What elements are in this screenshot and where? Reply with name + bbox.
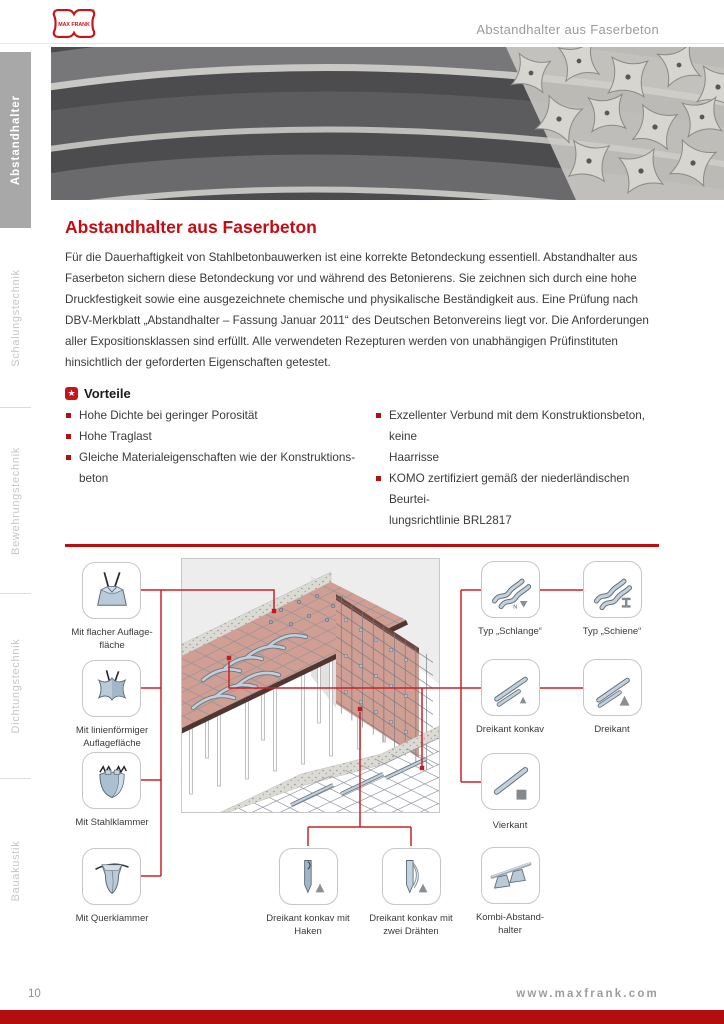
benefits-list-right — [375, 405, 659, 531]
card-dreikant-konkav-haken — [279, 848, 338, 905]
spacer-flat-support-icon — [90, 569, 134, 613]
benefits-title: Vorteile — [84, 386, 131, 401]
dreikant-konkav-haken-icon — [287, 855, 331, 899]
benefits-list-left — [65, 405, 375, 489]
section-divider-red — [65, 544, 659, 547]
type-schlange-icon — [489, 568, 533, 612]
sidebar-item-label: Abstandhalter — [9, 94, 22, 186]
svg-text:N: N — [512, 604, 517, 611]
intro-paragraph: Für die Dauerhaftigkeit von Stahlbetonbauwerken ist eine korrekte Betondeckung essentiell. Abstandhalter aus Faserbeton sichern diese Betondeckung vor und während des Betonierens. Sie zeichnen sich durch eine hohe Druckfestigkeit sowie eine ausgezeichnete chemische und physikalische Beständigkeit aus. Eine Prüfung nach DBV-Merkblatt „Abstandhalter – Fassung Januar 2011“ des Deutschen Betonvereins liegt vor. Die Anforderungen aller Expositionsklassen sind erfüllt. Alle verwendeten Rezepturen werden von unabhängigen Prüfinstituten hinsichtlich der geforderten Eigenschaften getestet. — [65, 251, 649, 369]
type-schiene-icon — [591, 568, 635, 612]
benefit-item: KOMO zertifiziert gemäß der niederländischen Beurtei- lungsrichtlinie BRL2817 — [375, 468, 659, 531]
max-frank-logo — [51, 8, 97, 44]
kombi-abstandhalter-icon — [489, 854, 533, 898]
dreikant-icon — [591, 666, 635, 710]
benefit-item: Hohe Traglast — [65, 426, 375, 447]
spacer-linear-support-icon — [90, 667, 134, 711]
spacer-cross-clamp-icon — [90, 855, 134, 899]
website-link[interactable]: www.maxfrank.com — [516, 988, 659, 1000]
sidebar-item-label: Bewehrungstechnik — [9, 446, 22, 555]
star-icon: ★ — [65, 387, 78, 400]
card-label: Typ „Schiene“ — [582, 626, 642, 637]
sidebar-item-label: Bauakustik — [9, 840, 22, 901]
card-label: Mit Stahlklammer — [75, 817, 149, 828]
card-label: Mit Querklammer — [75, 913, 149, 924]
card-typ-schlange — [481, 561, 540, 618]
card-label: Dreikant konkav mit Haken — [266, 913, 350, 937]
benefit-item: Gleiche Materialeigenschaften wie der Konstruktions- beton — [65, 447, 375, 489]
svg-text:®: ® — [92, 8, 96, 14]
dreikant-konkav-icon — [489, 666, 533, 710]
vierkant-icon — [489, 760, 533, 804]
sidebar-item-dichtungstechnik[interactable] — [0, 594, 31, 778]
svg-text:MAX FRANK: MAX FRANK — [58, 21, 90, 28]
card-dreikant-konkav — [481, 659, 540, 716]
card-cross-clamp-spacer — [82, 848, 141, 905]
page-number: 10 — [28, 988, 41, 1000]
footer-red-bar — [0, 1010, 724, 1024]
construction-site-illustration — [181, 558, 440, 818]
benefit-item: Exzellenter Verbund mit dem Konstruktionsbeton, keine Haarrisse — [375, 405, 659, 468]
page-title: Abstandhalter aus Faserbeton — [65, 217, 317, 237]
benefit-item: Hohe Dichte bei geringer Porosität — [65, 405, 375, 426]
main-content — [65, 217, 659, 547]
card-flat-support-spacer — [82, 562, 141, 619]
card-label: Typ „Schlange“ — [478, 626, 542, 637]
card-label: Mit linienförmiger Auflagefläche — [75, 725, 149, 749]
card-dreikant-konkav-draehte — [382, 848, 441, 905]
dreikant-konkav-draehte-icon — [390, 855, 434, 899]
sidebar-item-bewehrungstechnik[interactable] — [0, 408, 31, 593]
benefits-columns — [65, 405, 659, 531]
card-linear-support-spacer — [82, 660, 141, 717]
card-label: Dreikant konkav mit zwei Drähten — [369, 913, 453, 937]
card-label: Dreikant — [594, 724, 630, 735]
card-vierkant — [481, 753, 540, 810]
hero-photo-fiber-concrete-spacers — [51, 47, 724, 205]
card-label: Vierkant — [492, 820, 528, 831]
max-frank-logo-icon — [51, 8, 97, 39]
card-label: Mit flacher Auflage- fläche — [71, 627, 153, 651]
sidebar-item-bauakustik[interactable] — [0, 779, 31, 962]
page-header — [0, 0, 724, 44]
header-chapter-title: Abstandhalter aus Faserbeton — [476, 22, 659, 37]
card-dreikant — [583, 659, 642, 716]
card-steel-clamp-spacer — [82, 752, 141, 809]
sidebar-item-label: Dichtungstechnik — [9, 638, 22, 734]
card-label: Kombi-Abstand- halter — [475, 912, 545, 936]
card-typ-schiene — [583, 561, 642, 618]
card-label: Dreikant konkav — [475, 724, 545, 735]
sidebar-item-schalungstechnik[interactable] — [0, 228, 31, 407]
card-kombi-abstandhalter — [481, 847, 540, 904]
spacer-steel-clamp-icon — [90, 759, 134, 803]
sidebar-item-label: Schalungstechnik — [9, 268, 22, 367]
sidebar-item-abstandhalter[interactable] — [0, 52, 31, 228]
